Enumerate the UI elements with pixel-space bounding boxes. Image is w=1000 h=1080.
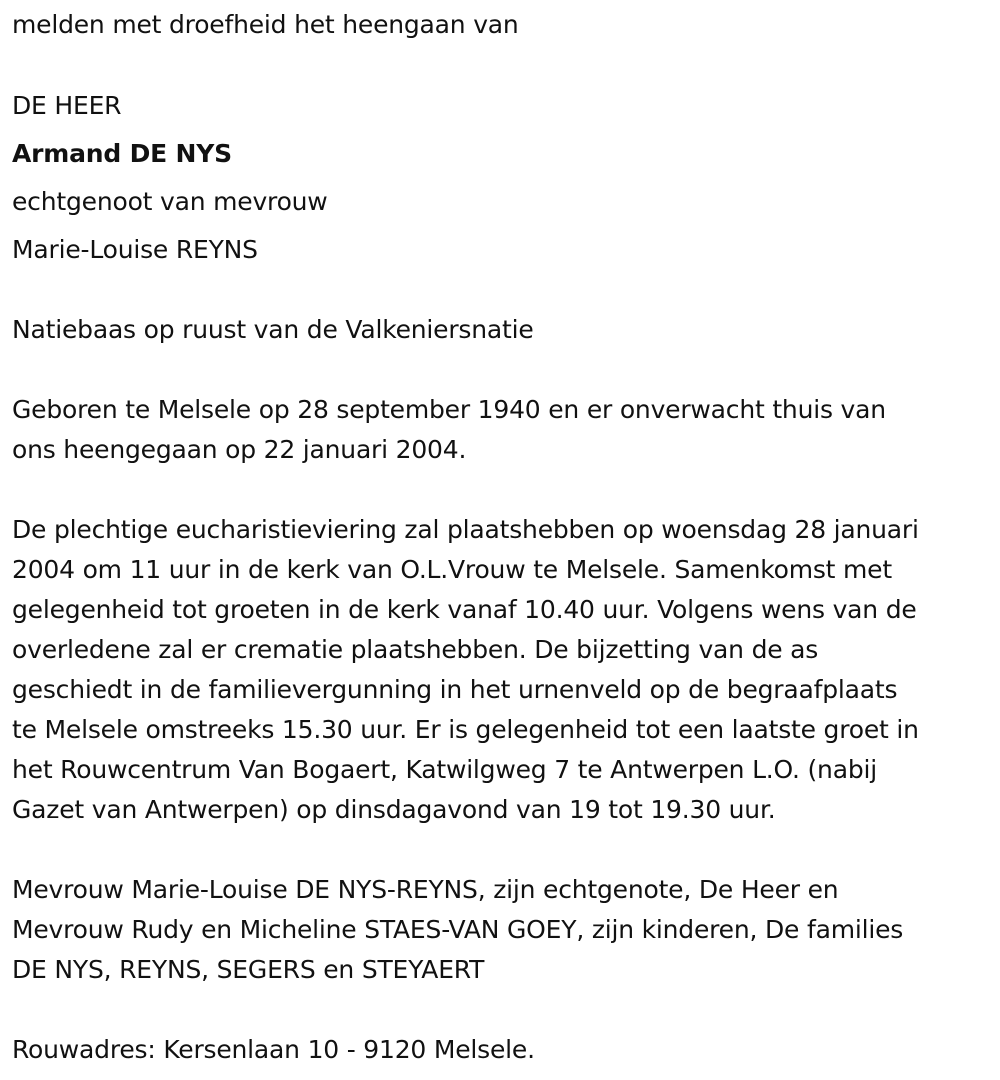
spouse-label: echtgenoot van mevrouw bbox=[12, 187, 328, 216]
deceased-name: Armand DE NYS bbox=[12, 139, 232, 168]
birth-line: ons heengegaan op 22 januari 2004. bbox=[12, 435, 467, 464]
ceremony-line: De plechtige eucharistieviering zal plaatshebben op woensdag 28 januari bbox=[12, 515, 919, 544]
birth-paragraph bbox=[12, 390, 992, 470]
family-line: Mevrouw Rudy en Micheline STAES-VAN GOEY, zijn kinderen, De families bbox=[12, 915, 904, 944]
family-line: Mevrouw Marie-Louise DE NYS-REYNS, zijn echtgenote, De Heer en bbox=[12, 875, 839, 904]
ceremony-paragraph bbox=[12, 510, 992, 830]
family-line: DE NYS, REYNS, SEGERS en STEYAERT bbox=[12, 955, 485, 984]
salutation: DE HEER bbox=[12, 91, 122, 120]
birth-line: Geboren te Melsele op 28 september 1940 en er onverwacht thuis van bbox=[12, 395, 886, 424]
spouse-name: Marie-Louise REYNS bbox=[12, 235, 258, 264]
ceremony-line: overledene zal er crematie plaatshebben. De bijzetting van de as bbox=[12, 635, 819, 664]
ceremony-line: het Rouwcentrum Van Bogaert, Katwilgweg 7 te Antwerpen L.O. (nabij bbox=[12, 755, 877, 784]
ceremony-line: 2004 om 11 uur in de kerk van O.L.Vrouw te Melsele. Samenkomst met bbox=[12, 555, 892, 584]
occupation-title: Natiebaas op ruust van de Valkeniersnatie bbox=[12, 315, 534, 344]
ceremony-line: geschiedt in de familievergunning in het urnenveld op de begraafplaats bbox=[12, 675, 898, 704]
mourning-address: Rouwadres: Kersenlaan 10 - 9120 Melsele. bbox=[12, 1035, 535, 1064]
ceremony-line: gelegenheid tot groeten in de kerk vanaf 10.40 uur. Volgens wens van de bbox=[12, 595, 917, 624]
ceremony-line: Gazet van Antwerpen) op dinsdagavond van 19 tot 19.30 uur. bbox=[12, 795, 776, 824]
ceremony-line: te Melsele omstreeks 15.30 uur. Er is gelegenheid tot een laatste groet in bbox=[12, 715, 919, 744]
family-paragraph bbox=[12, 870, 992, 990]
intro-text: melden met droefheid het heengaan van bbox=[12, 10, 519, 39]
